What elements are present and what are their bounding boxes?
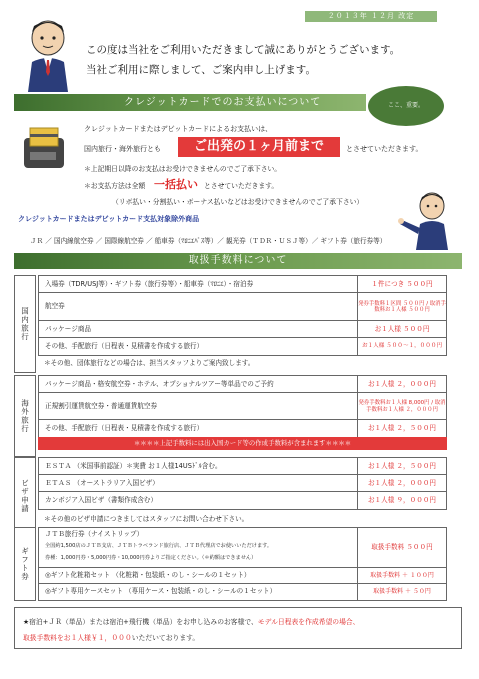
revision-date: ２０１３年 １２月 改定 [305, 11, 437, 22]
intro-line-1: この度は当社をご利用いただきまして誠にありがとうございます。 [86, 44, 401, 56]
important-callout: ここ、重要。 [368, 86, 444, 126]
card-terminal-icon [20, 124, 72, 174]
visa-category: ビザ申請 [14, 457, 36, 535]
table-row: ＥＴＡＳ （オーストラリア入国ビザ） お１人様 ２，０００円 [38, 474, 447, 493]
table-row: パッケージ商品 お１人様 ５００円 [38, 320, 447, 339]
exclusions-list: ＪＲ ／ 国内線航空券 ／ 国際線航空券 ／ 船車券（ﾏﾛﾆｴﾊﾟｽ等）／ 観光券（ＴＤＲ・ＵＳＪ等）／ ギフト券（旅行券等） [30, 237, 387, 245]
table-row: ＥＳＴＡ （米国事前認証）＊実費 お１人様14USﾄﾞﾙ含む。 お１人様 ２，５００円 [38, 457, 447, 476]
credit-line-2-suffix: とさせていただきます。 [346, 145, 423, 153]
businessman-mascot-icon [14, 16, 78, 94]
table-row: ＪＴＢ旅行券（ナイストリップ） 全国約1,500店のＪＴＢ支店、ＪＴＢトラベランド旅行店、ＪＴＢ代理店でお使いいただけます。 券種：1,000円券・5,000円券・10,000円券よりご指定ください。（＊約額はできません） 取扱手数料 ５００円 [38, 527, 447, 569]
table-row: 正規割引運賃航空券・普通運賃航空券 発券手数料お１人様 8,000円 / 取消手数料お１人様 ２，０００円 [38, 392, 447, 421]
overseas-warning: ＊＊＊＊上記手数料には出入国カード等の作成手数料が含まれます＊＊＊＊ [38, 437, 447, 450]
table-row: パッケージ商品・格安航空券・ホテル、オプショナルツアー等単品でのご予約 お１人様 ２，０００円 [38, 375, 447, 394]
visa-note: ＊その他のビザ申請につきましてはスタッフにお問い合わせ下さい。 [44, 515, 249, 523]
lump-sum-highlight: 一括払い [154, 178, 198, 191]
fees-section-header: 取扱手数料について [14, 253, 462, 269]
domestic-category: 国内旅行 [14, 275, 36, 373]
gift-category: ギフト券 [14, 527, 36, 601]
table-row: 入場券（TDR/USJ等）・ギフト券（旅行券等）・船車券（ﾏﾛﾆｴ）・宿泊券 １件につき ５００円 [38, 275, 447, 294]
credit-line-2-prefix: 国内旅行・海外旅行とも [84, 145, 161, 153]
intro-line-2: 当社ご利用に際しまして、ご案内申し上げます。 [86, 64, 316, 76]
footer-line-1: ★宿泊+ＪＲ（単品）または宿泊+飛行機（単品）をお申し込みのお客様で、 [23, 618, 258, 626]
table-row: その他、手配旅行（日程表・見積書を作成する旅行） お１人様 ２，５００円 [38, 419, 447, 438]
credit-note-1: ＊上記期日以降のお支払はお受けできませんのでご了承下さい。 [84, 165, 282, 173]
pointing-mascot-icon [398, 190, 458, 252]
overseas-category: 海外旅行 [14, 375, 36, 457]
footer-note-box [14, 607, 462, 649]
footer-highlight-2: 取扱手数料をお１人様￥１，０００ [23, 634, 132, 642]
footer-line-2: いただいております。 [131, 634, 200, 642]
table-row: ◎ギフト化粧箱セット （化粧箱・包装紙・のし・シールの１セット） 取扱手数料 ＋ １００円 [38, 567, 447, 585]
credit-note-3: （リボ払い・分割払い・ボーナス払いなどはお受けできませんのでご了承下さい） [112, 198, 364, 206]
domestic-note: ＊その他、団体旅行などの場合は、担当スタッフよりご案内致します。 [44, 359, 255, 367]
table-row: ◎ギフト専用ケースセット （専用ケース・包装紙・のし・シールの１セット） 取扱手数料 ＋ ５０円 [38, 583, 447, 601]
footer-highlight-1: モデル日程表を作成希望の場合、 [257, 618, 360, 626]
table-row: カンボジア入国ビザ（書類作成含む） お１人様 ９，０００円 [38, 491, 447, 510]
deadline-highlight: ご出発の１ヶ月前まで [178, 137, 340, 157]
table-row: 航空券 発券手数料１区間 ５００円 / 取消手数料お１人様 ５００円 [38, 292, 447, 322]
exclusions-title: クレジットカードまたはデビットカード支払対象除外商品 [18, 215, 200, 223]
credit-note-2-prefix: ＊お支払方法は全額 [84, 182, 146, 190]
credit-section-header: クレジットカードでのお支払いについて [14, 94, 366, 111]
credit-note-2-suffix: とさせていただきます。 [204, 182, 279, 190]
table-row: その他、手配旅行（日程表・見積書を作成する旅行） お１人様 ５００～１，０００円 [38, 337, 447, 356]
credit-line-1: クレジットカードまたはデビットカードによるお支払いは、 [84, 125, 273, 133]
